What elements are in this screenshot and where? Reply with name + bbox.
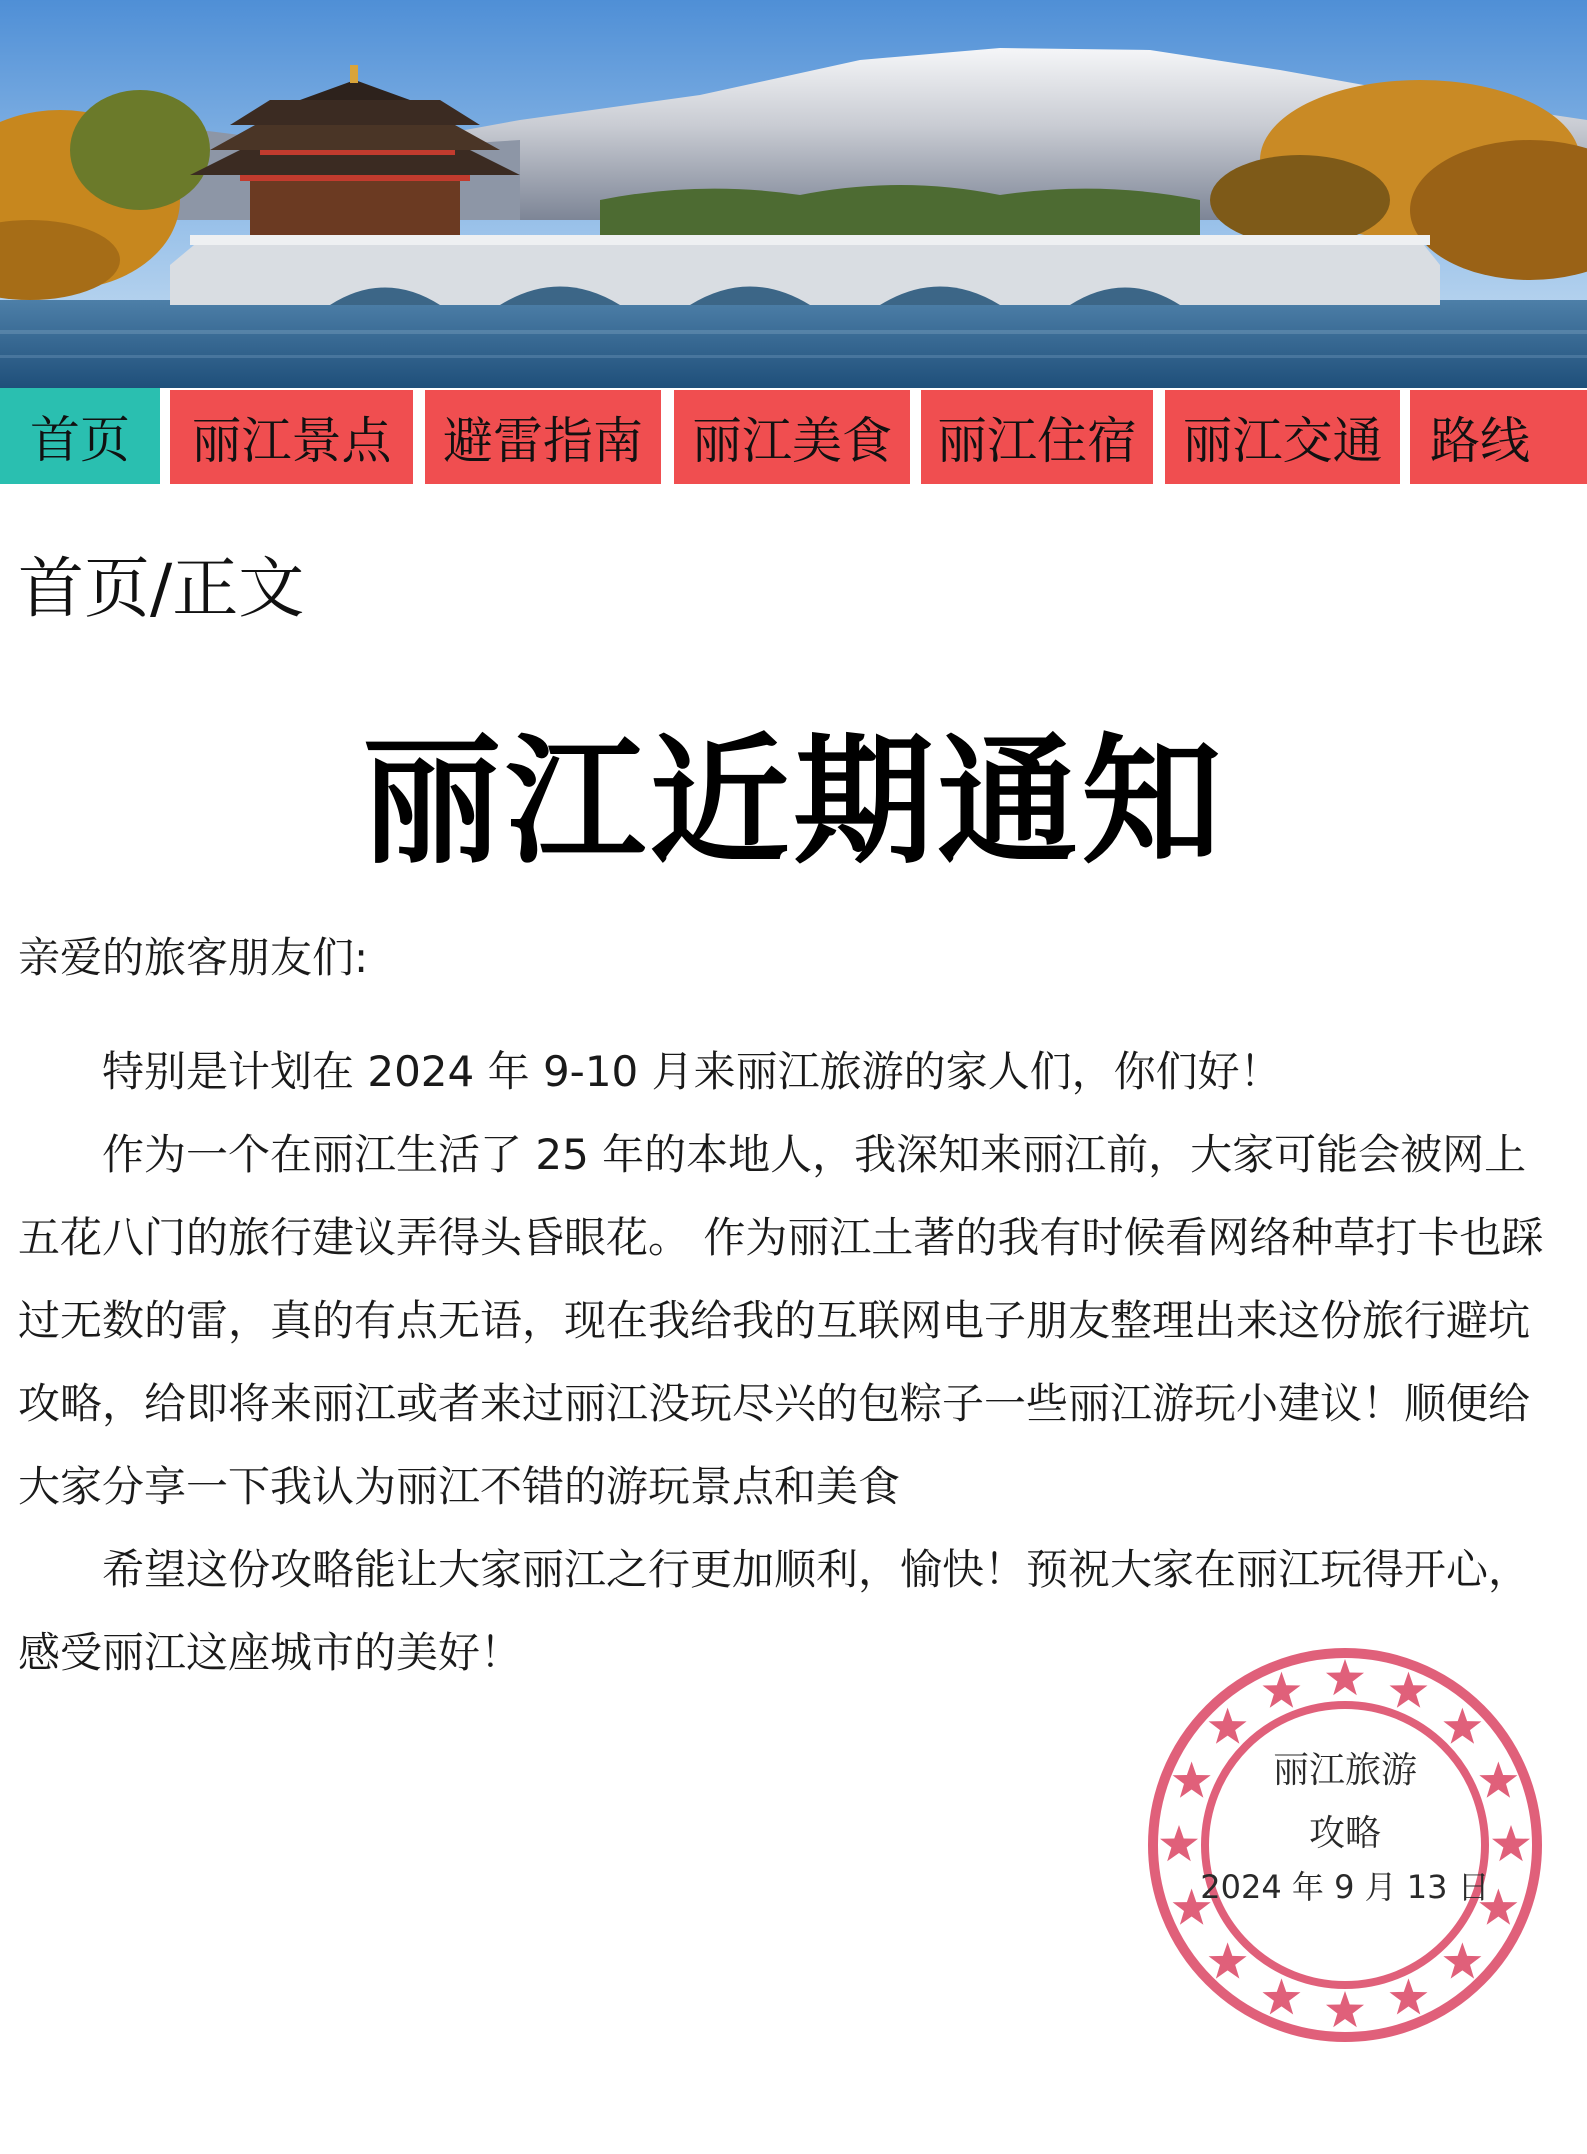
nav-item-routes[interactable]: 路线 bbox=[1410, 390, 1587, 484]
star-icon bbox=[1209, 1942, 1247, 1978]
star-icon bbox=[1390, 1672, 1428, 1708]
nav-item-pitfall-guide[interactable]: 避雷指南 bbox=[425, 390, 661, 484]
main-nav bbox=[0, 388, 1587, 484]
page-title: 丽江近期通知 bbox=[361, 721, 1226, 884]
banner-image bbox=[0, 0, 1587, 388]
greeting: 亲爱的旅客朋友们: bbox=[18, 933, 369, 982]
paragraph: 作为一个在丽江生活了 25 年的本地人，我深知来丽江前，大家可能会被网上五花八门的旅行建议弄得头昏眼花。 作为丽江土著的我有时候看网络种草打卡也踩过无数的雷，真的有点无语，现在我给我的互联网电子朋友整理出来这份旅行避坑攻略，给即将来丽江或者来过丽江没玩尽兴的包粽子一些丽江游玩小建议！顺便给大家分享一下我认为丽江不错的游玩景点和美食 bbox=[18, 1130, 1544, 1511]
paragraph: 特别是计划在 2024 年 9-10 月来丽江旅游的家人们，你们好！ bbox=[102, 1047, 1282, 1096]
article-body bbox=[18, 1030, 1568, 1694]
breadcrumb: 首页/正文 bbox=[18, 550, 305, 627]
star-icon bbox=[1263, 1672, 1301, 1708]
stamp-line-2: 攻略 bbox=[1308, 1813, 1381, 1854]
stamp-date: 2024 年 9 月 13 日 bbox=[1200, 1868, 1490, 1906]
star-icon bbox=[1443, 1708, 1481, 1744]
star-icon bbox=[1443, 1942, 1481, 1978]
star-icon bbox=[1326, 1991, 1364, 2027]
paragraph: 希望这份攻略能让大家丽江之行更加顺利，愉快！预祝大家在丽江玩得开心，感受丽江这座城市的美好！ bbox=[18, 1545, 1531, 1677]
star-icon bbox=[1209, 1708, 1247, 1744]
nav-item-home[interactable]: 首页 bbox=[0, 388, 160, 484]
star-icon bbox=[1326, 1659, 1364, 1695]
star-icon bbox=[1263, 1978, 1301, 2014]
nav-item-lodging[interactable]: 丽江住宿 bbox=[921, 390, 1153, 484]
nav-item-attractions[interactable]: 丽江景点 bbox=[170, 390, 413, 484]
official-stamp bbox=[1140, 1640, 1550, 2050]
stamp-line-1: 丽江旅游 bbox=[1272, 1750, 1417, 1791]
star-icon bbox=[1390, 1978, 1428, 2014]
nav-item-food[interactable]: 丽江美食 bbox=[674, 390, 910, 484]
nav-item-transport[interactable]: 丽江交通 bbox=[1165, 390, 1400, 484]
